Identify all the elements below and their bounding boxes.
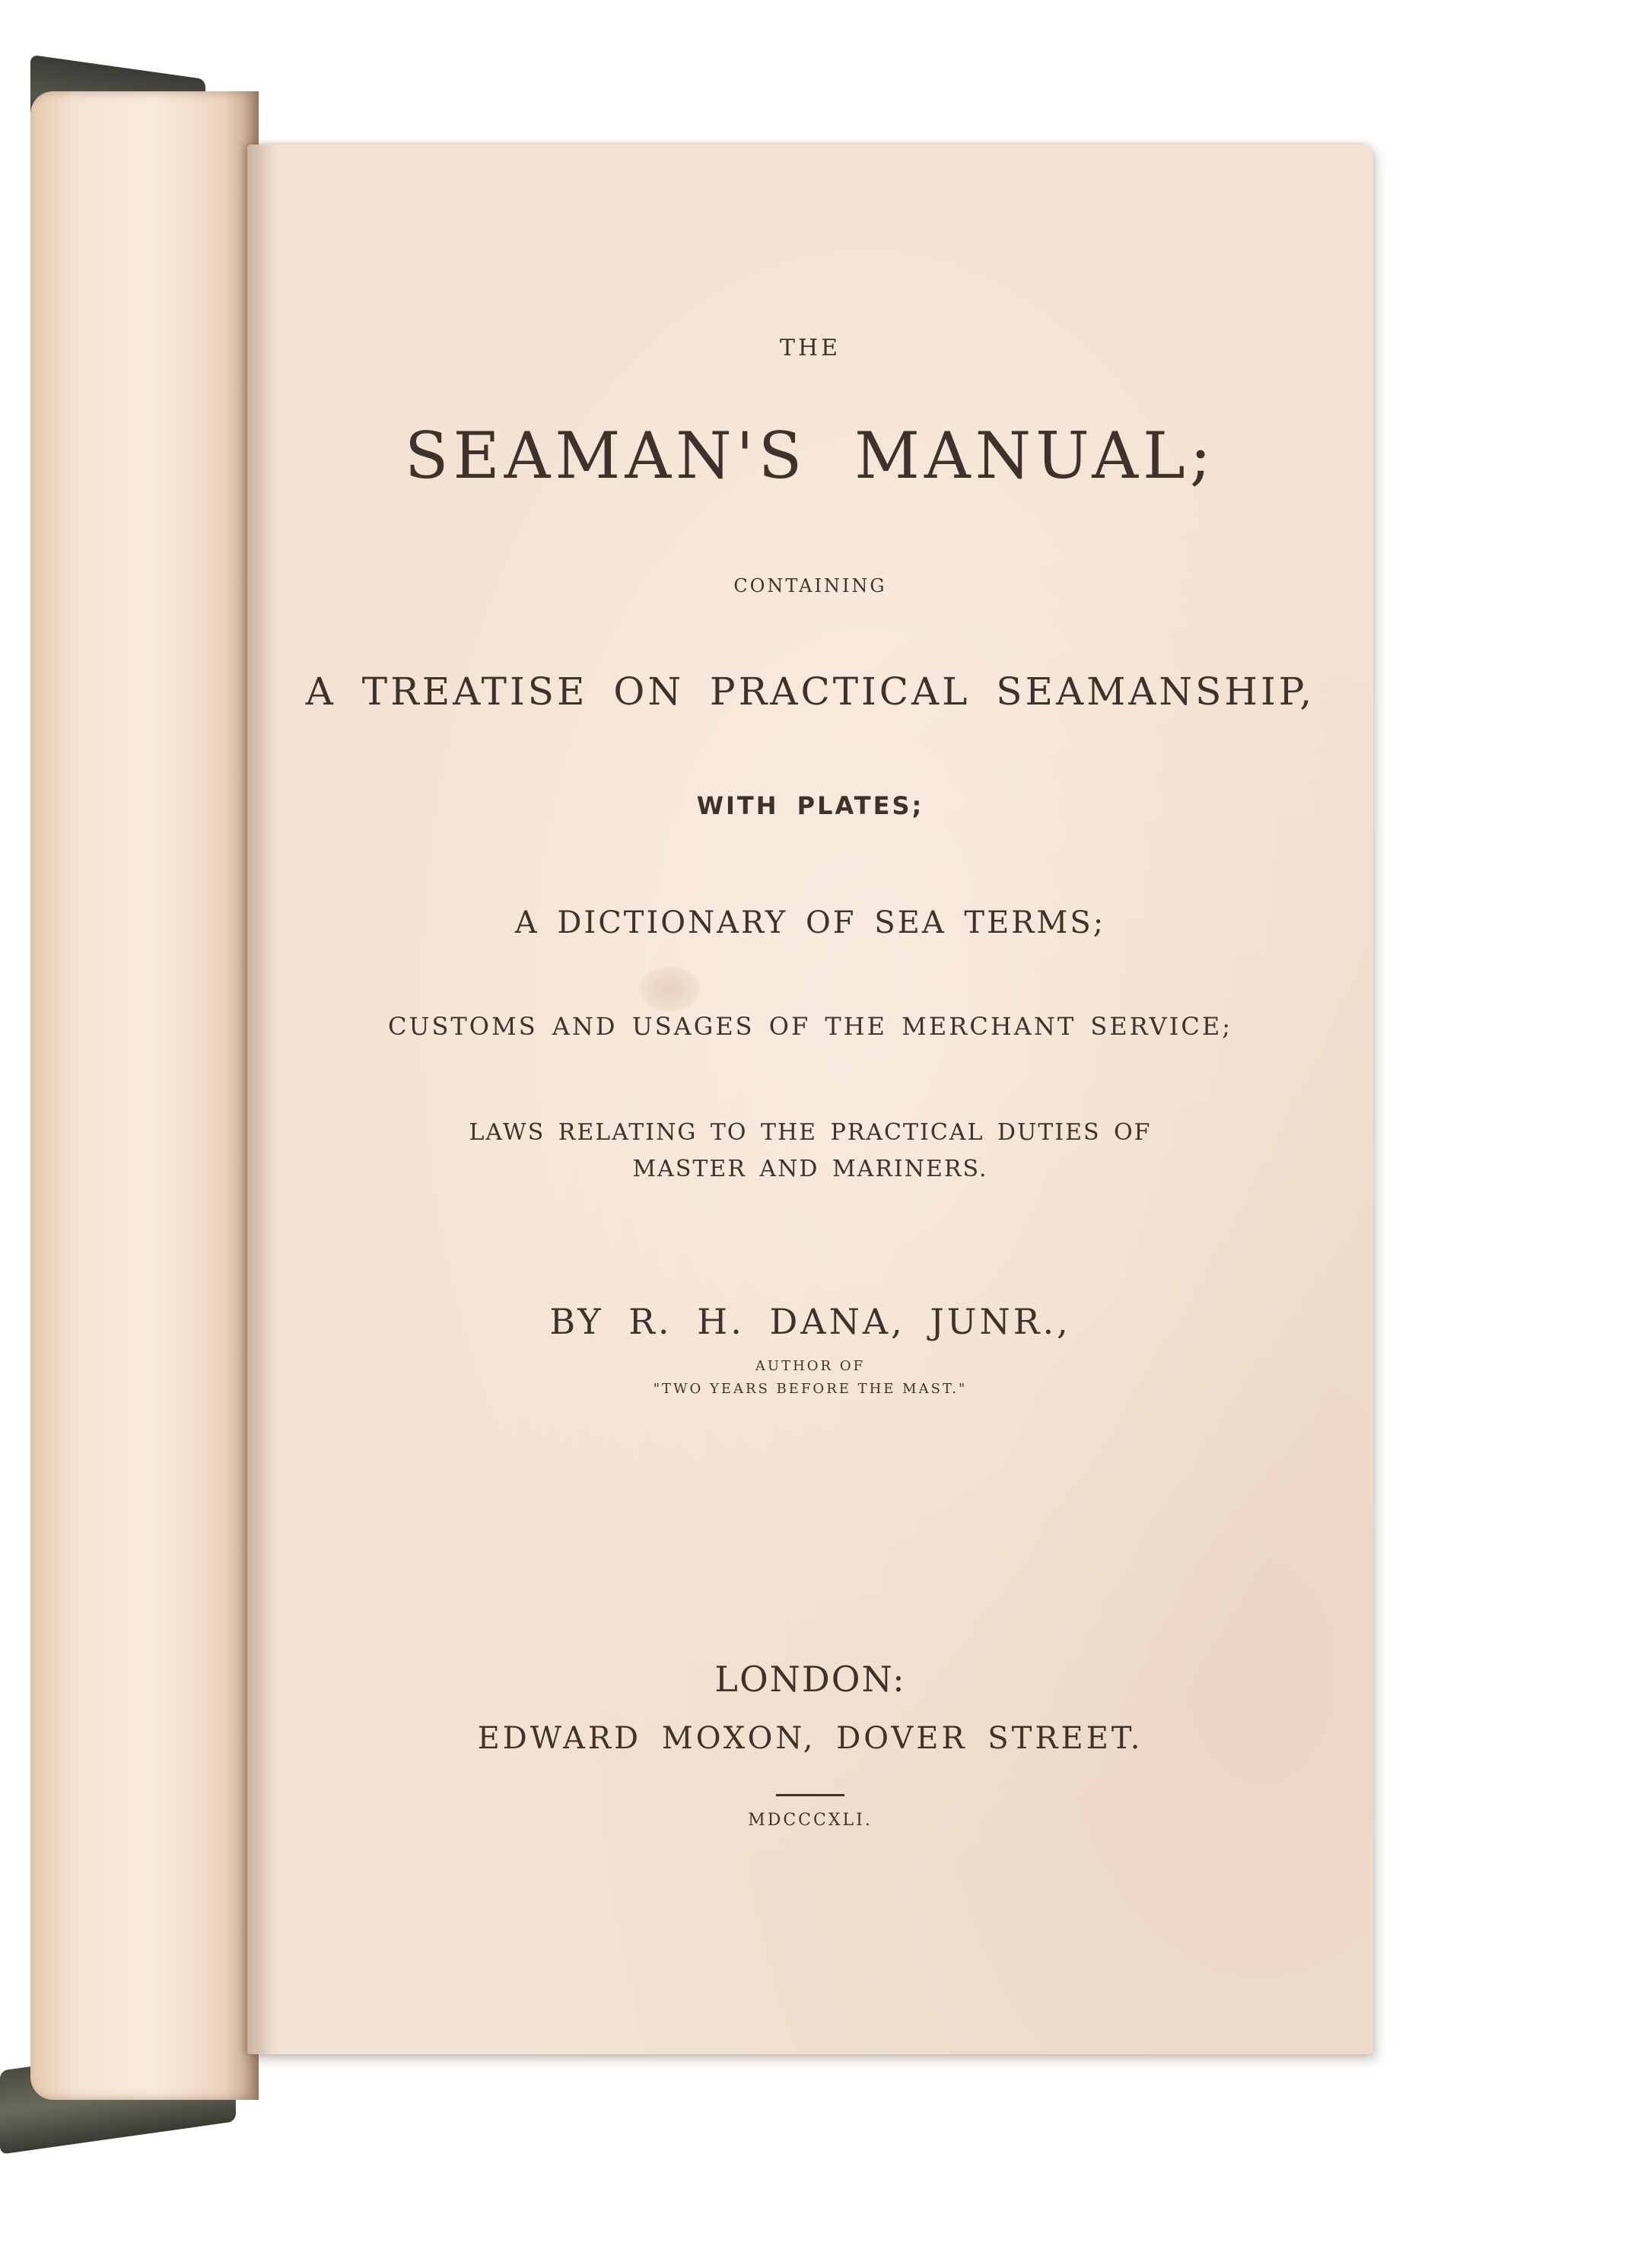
author-byline: BY R. H. DANA, JUNR., (549, 1301, 1071, 1342)
contents-treatise: A TREATISE ON PRACTICAL SEAMANSHIP, (305, 670, 1315, 714)
book-title: SEAMAN'S MANUAL; (404, 418, 1216, 493)
imprint-year: MDCCCXLI. (748, 1811, 873, 1830)
contents-dictionary: A DICTIONARY OF SEA TERMS; (514, 905, 1106, 940)
title-page-text (247, 145, 1373, 2054)
title-article: THE (779, 335, 841, 361)
contents-customs: CUSTOMS AND USAGES OF THE MERCHANT SERVICE; (388, 1012, 1232, 1041)
imprint-rule (776, 1794, 844, 1796)
contents-laws: LAWS RELATING TO THE PRACTICAL DUTIES OF MASTER AND MARINERS. (469, 1119, 1152, 1182)
containing-label: CONTAINING (733, 575, 887, 596)
imprint-publisher: EDWARD MOXON, DOVER STREET. (477, 1721, 1143, 1756)
left-page-curl (30, 91, 259, 2100)
imprint-city: LONDON: (714, 1659, 906, 1700)
previous-work: "TWO YEARS BEFORE THE MAST." (653, 1381, 968, 1397)
contents-plates: WITH PLATES; (696, 791, 924, 820)
author-of-label: AUTHOR OF (755, 1358, 866, 1374)
